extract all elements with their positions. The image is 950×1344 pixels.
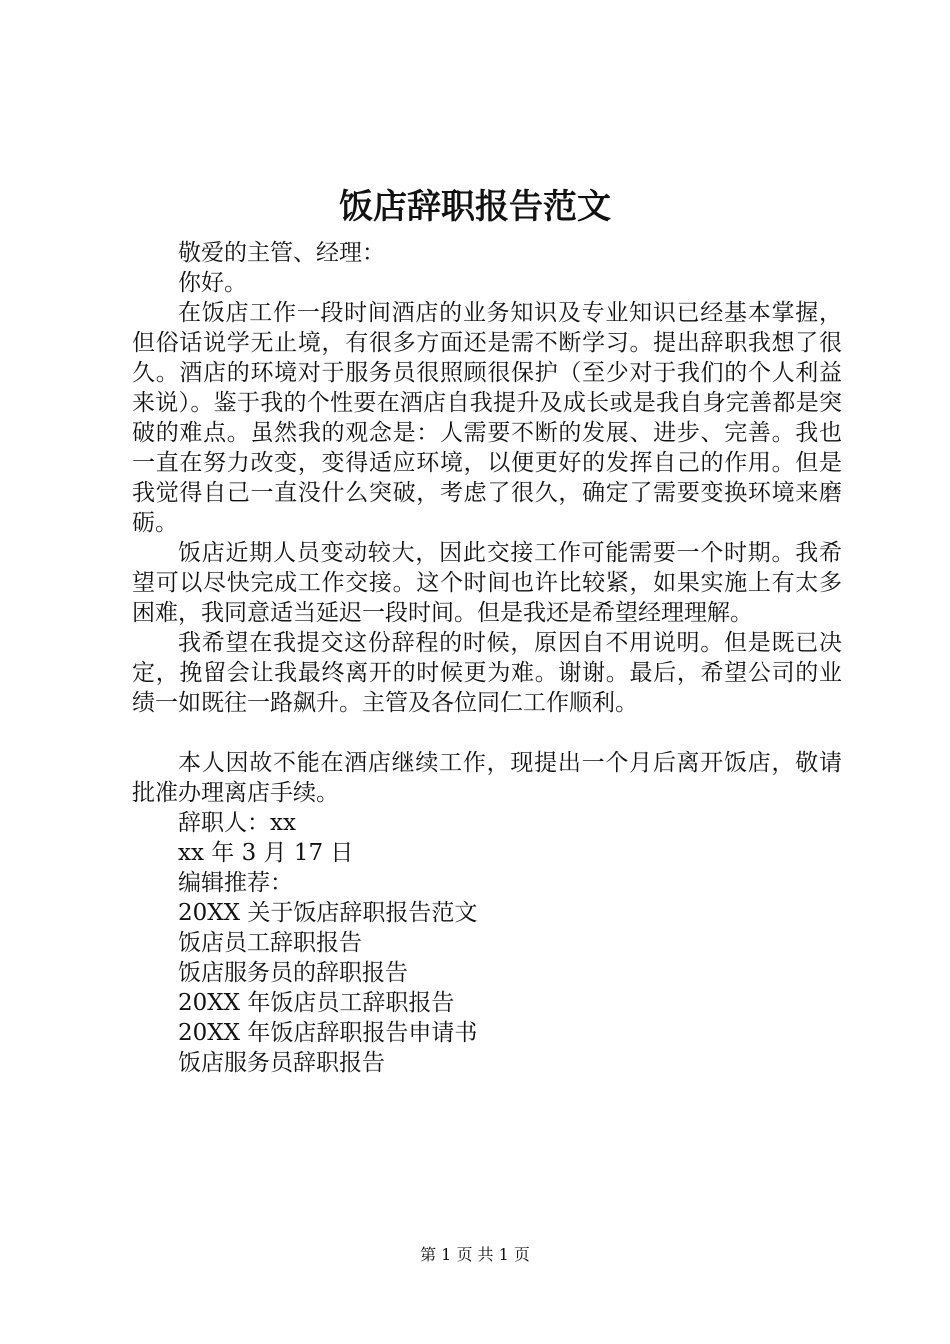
- recommendation-item[interactable]: 20XX 年饭店辞职报告申请书: [178, 1020, 478, 1046]
- body-paragraph: 饭店近期人员变动较大，因此交接工作可能需要一个时期。我希望可以尽快完成工作交接。这个时间也许比较紧，如果实施上有太多困难，我同意适当延迟一段时间。但是我还是希望经理理解。: [132, 540, 842, 626]
- recommendation-item[interactable]: 饭店员工辞职报告: [178, 930, 362, 956]
- document-body: [132, 238, 842, 1078]
- page-footer: 第 1 页 共 1 页: [420, 1245, 530, 1264]
- greeting: 你好。: [178, 270, 247, 296]
- recommendation-item[interactable]: 饭店服务员的辞职报告: [178, 960, 408, 986]
- paragraph-gap: [132, 718, 842, 748]
- date: xx 年 3 月 17 日: [178, 840, 354, 866]
- recommendation-item[interactable]: 20XX 关于饭店辞职报告范文: [178, 900, 478, 926]
- body-paragraph: 我希望在我提交这份辞程的时候，原因自不用说明。但是既已决定，挽留会让我最终离开的时候更为难。谢谢。最后，希望公司的业绩一如既往一路飙升。主管及各位同仁工作顺利。: [132, 630, 842, 716]
- salutation: 敬爱的主管、经理：: [178, 240, 385, 266]
- recommendation-item[interactable]: 饭店服务员辞职报告: [178, 1050, 385, 1076]
- recommendation-list: [132, 898, 842, 1078]
- recommend-label: 编辑推荐：: [178, 870, 293, 896]
- body-paragraph: 在饭店工作一段时间酒店的业务知识及专业知识已经基本掌握，但俗话说学无止境，有很多方面还是需不断学习。提出辞职我想了很久。酒店的环境对于服务员很照顾很保护（至少对于我们的个人利益来说）。鉴于我的个性要在酒店自我提升及成长或是我自身完善都是突破的难点。虽然我的观念是：人需要不断的发展、进步、完善。我也一直在努力改变，变得适应环境，以便更好的发挥自己的作用。但是我觉得自己一直没什么突破，考虑了很久，确定了需要变换环境来磨砺。: [132, 300, 842, 536]
- request-paragraph: 本人因故不能在酒店继续工作，现提出一个月后离开饭店，敬请批准办理离店手续。: [132, 750, 842, 806]
- recommendation-item[interactable]: 20XX 年饭店员工辞职报告: [178, 990, 455, 1016]
- page-title: 饭店辞职报告范文: [339, 187, 611, 227]
- signature: 辞职人：xx: [178, 810, 296, 836]
